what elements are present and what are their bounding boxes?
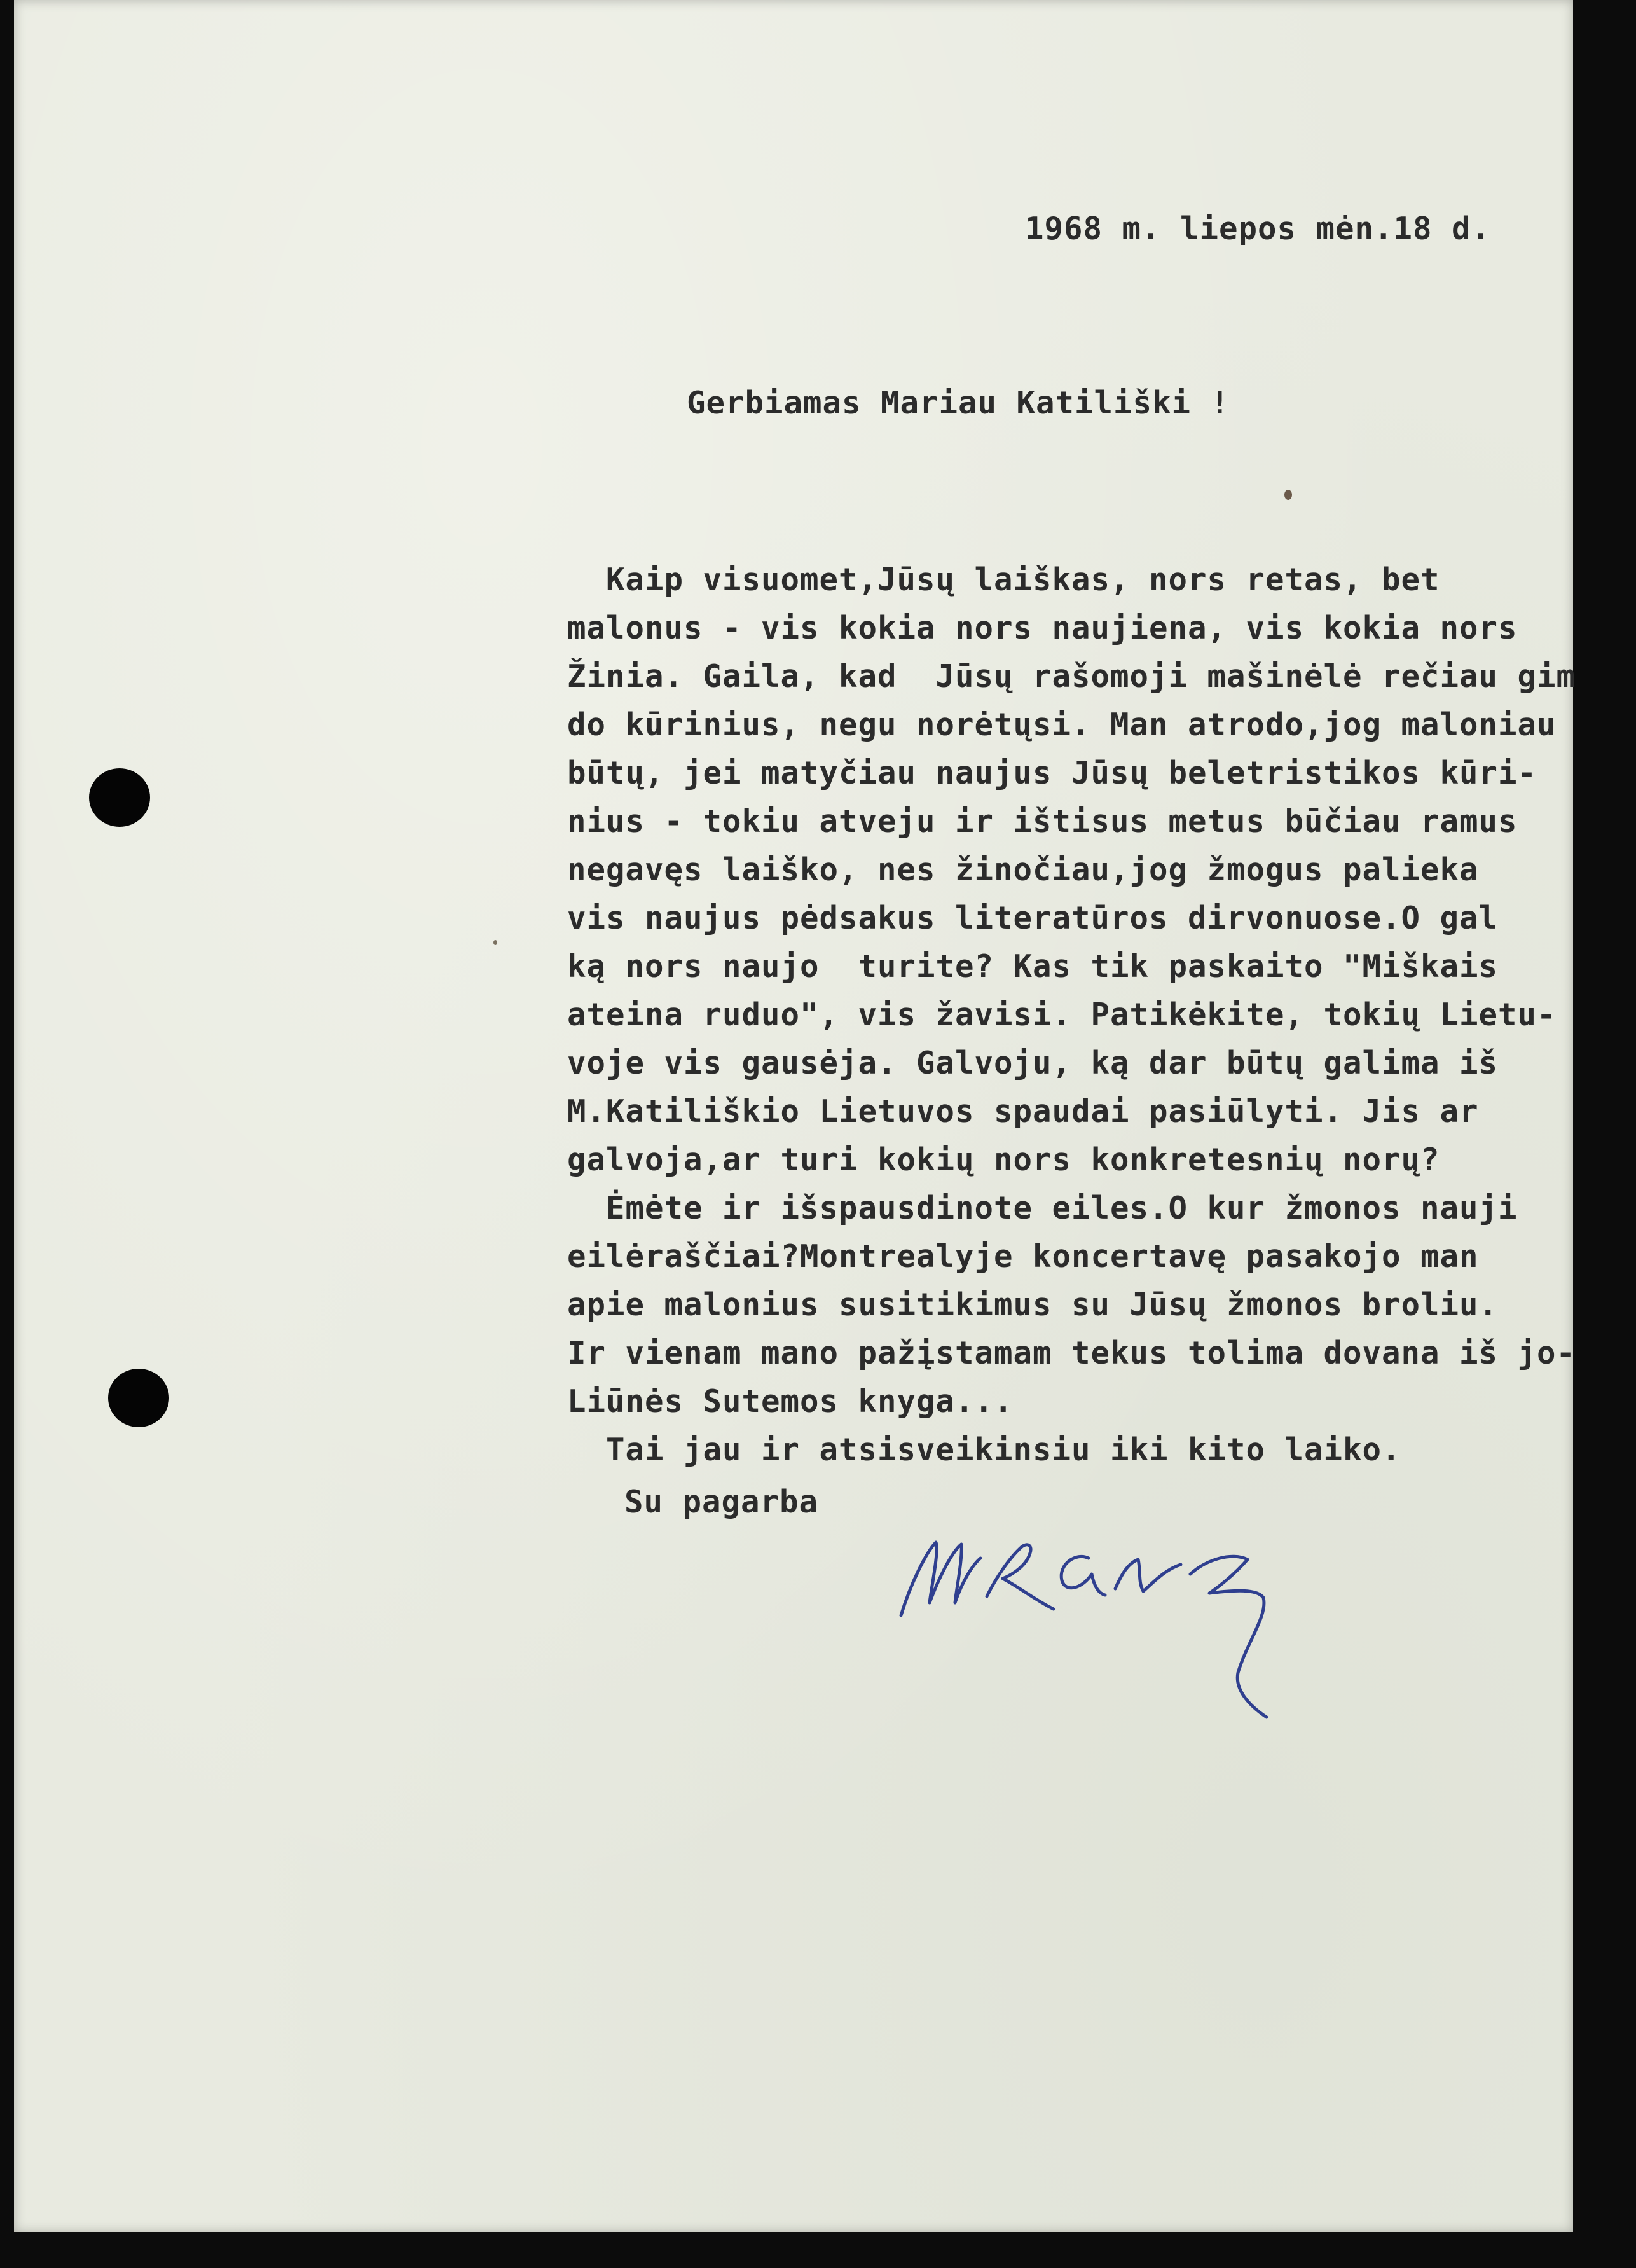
punch-hole-top [89, 768, 150, 827]
letter-date: 1968 m. liepos mėn.18 d. [1025, 211, 1491, 247]
body-line: Liūnės Sutemos knyga... [567, 1383, 1014, 1420]
paper-speck [1284, 490, 1292, 500]
body-line: negavęs laiško, nes žinočiau,jog žmogus palieka [567, 852, 1479, 888]
body-line: Kaip visuomet,Jūsų laiškas, nors retas, bet [567, 562, 1440, 598]
body-line: voje vis gausėja. Galvoju, ką dar būtų galima iš [567, 1045, 1499, 1081]
body-line: nius - tokiu atveju ir ištisus metus būčiau ramus [567, 803, 1518, 840]
punch-hole-bottom [108, 1369, 169, 1427]
body-line: ateina ruduo", vis žavisi. Patikėkite, tokių Lietu- [567, 997, 1557, 1033]
body-line: do kūrinius, negu norėtųsi. Man atrodo,jog maloniau [567, 707, 1557, 743]
body-line: Žinia. Gaila, kad Jūsų rašomoji mašinėlė rečiau gim [567, 658, 1576, 695]
body-line: Ir vienam mano pažįstamam tekus tolima dovana iš jo- [567, 1335, 1576, 1371]
letter-closing: Su pagarba [624, 1484, 819, 1520]
body-line: M.Katiliškio Lietuvos spaudai pasiūlyti. Jis ar [567, 1093, 1479, 1130]
letter-salutation: Gerbiamas Mariau Katiliški ! [687, 385, 1230, 421]
body-line: vis naujus pėdsakus literatūros dirvonuose.O gal [567, 900, 1499, 936]
letter-page [14, 0, 1576, 2232]
body-line: Tai jau ir atsisveikinsiu iki kito laiko. [567, 1432, 1401, 1468]
paper-speck [493, 940, 497, 945]
body-line: apie malonius susitikimus su Jūsų žmonos broliu. [567, 1287, 1499, 1323]
body-line: galvoja,ar turi kokių nors konkretesnių norų? [567, 1142, 1440, 1178]
body-line: ką nors naujo turite? Kas tik paskaito "Miškais [567, 948, 1499, 985]
body-line: Ėmėte ir išspausdinote eiles.O kur žmonos nauji [567, 1190, 1518, 1226]
body-line: malonus - vis kokia nors naujiena, vis kokia nors [567, 610, 1518, 646]
body-line: būtų, jei matyčiau naujus Jūsų beletristikos kūri- [567, 755, 1537, 791]
handwritten-signature [891, 1514, 1400, 1730]
body-line: eilėraščiai?Montrealyje koncertavę pasakojo man [567, 1238, 1479, 1275]
